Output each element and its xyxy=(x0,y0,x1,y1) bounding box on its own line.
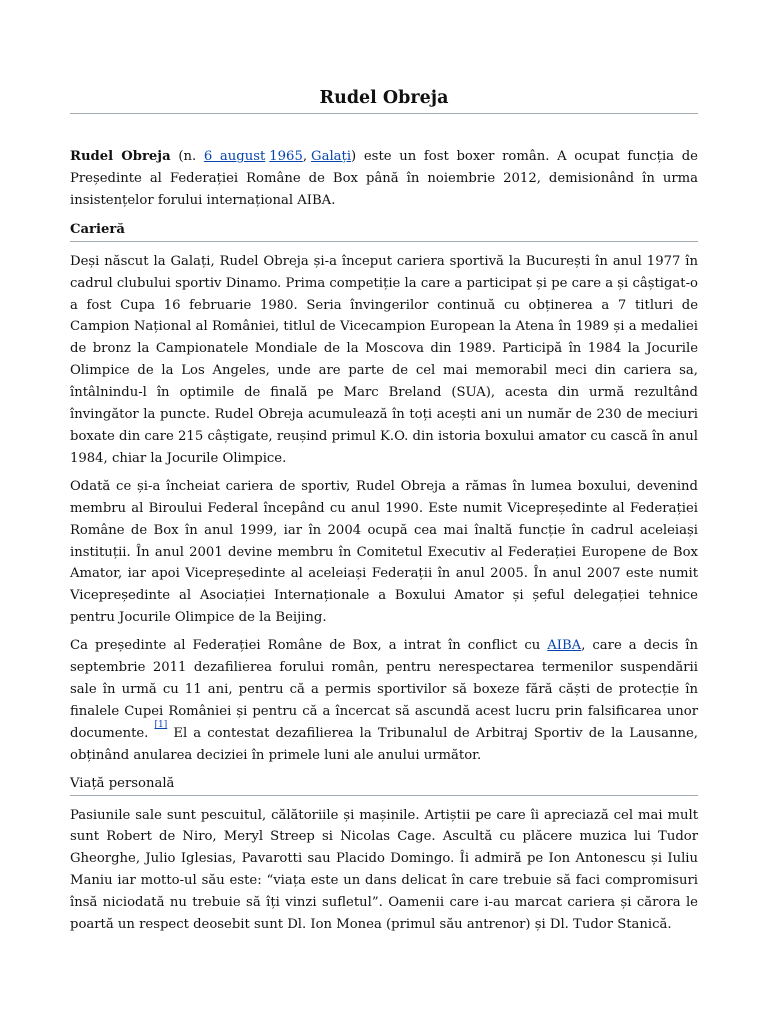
article xyxy=(70,86,698,936)
birth-day-link[interactable]: 6 august xyxy=(203,149,266,164)
intro-paragraph xyxy=(70,146,698,212)
aiba-link[interactable]: AIBA xyxy=(547,638,582,654)
reference-link-1[interactable]: [1] xyxy=(154,719,168,730)
career-p3-middle: , care a decis în septembrie 2011 dezafilierea forului român, pentru nerespectarea termenilor suspendării sale în urmă cu 11 ani, pentru că a permis sportivilor să boxeze fără căști de protecție în finalele Cupei României și pentru că a încercat să ascundă acest lucru prin falsificarea unor documente. xyxy=(70,638,698,741)
intro-rest: ) este un fost boxer român. A ocupat funcția de Președinte al Federației Române de Box până în noiembrie 2012, demisionând în urma insistențelor forului internațional AIBA. xyxy=(70,149,698,208)
comma: , xyxy=(302,149,308,164)
birth-place-link[interactable]: Galați xyxy=(311,149,352,164)
section-heading-career: Carieră xyxy=(70,220,698,242)
subject-name: Rudel Obreja xyxy=(70,149,171,164)
career-p3-after: El a contestat dezafilierea la Tribunalul de Arbitraj Sportiv de la Lausanne, obținând anularea deciziei în primele luni ale anului următor. xyxy=(70,725,698,763)
career-p3-before: Ca președinte al Federației Române de Box, a intrat în conflict cu xyxy=(70,638,541,654)
career-paragraph-2: Odată ce și-a încheiat cariera de sportiv, Rudel Obreja a rămas în lumea boxului, devenind membru al Biroului Federal începând cu anul 1990. Este numit Vicepreședinte al Federației Române de Box în anul 1999, iar în 2004 ocupă cea mai înaltă funcție în cadrul aceleiași instituții. În anul 2001 devine membru în Comitetul Executiv al Federației Europene de Box Amator, iar apoi Vicepreședinte al aceleiași Federații în anul 2005. În anul 2007 este numit Vicepreședinte al Asociației Internaționale a Boxului Amator și șeful delegației tehnice pentru Jocurile Olimpice de la Beijing. xyxy=(70,478,698,626)
personal-life-paragraph: Pasiunile sale sunt pescuitul, călătoriile și mașinile. Artiștii pe care îi apreciază cel mai mult sunt Robert de Niro, Meryl Streep si Nicolas Cage. Ascultă cu plăcere muzica lui Tudor Gheorghe, Julio Iglesias, Pavarotti sau Placido Domingo. Îi admiră pe Ion Antonescu și Iuliu Maniu iar motto-ul său este: “viața este un dans delicat în care trebuie să faci compromisuri însă niciodată nu trebuie să îți vinzi sufletul”. Oamenii care i-au marcat cariera și cărora le poartă un respect deosebit sunt Dl. Ion Monea (primul său antrenor) și Dl. Tudor Stanică. xyxy=(70,807,698,933)
birth-year-link[interactable]: 1965 xyxy=(269,149,303,164)
section-heading-personal-life: Viață personală xyxy=(70,774,698,796)
page-title: Rudel Obreja xyxy=(70,86,698,114)
career-paragraph-1: Deși născut la Galați, Rudel Obreja și-a început cariera sportivă la București în anul 1977 în cadrul clubului sportiv Dinamo. Prima competiție la care a participat și pe care a și câștigat-o a fost Cupa 16 februarie 1980. Seria învingerilor continuă cu obținerea a 7 titluri de Campion Național al României, titlul de Vicecampion European la Atena în 1989 și a medaliei de bronz la Campionatele Mondiale de la Moscova din 1989. Participă în 1984 la Jocurile Olimpice de la Los Angeles, unde are parte de cel mai memorabil meci din cariera sa, întâlnindu-l în optimile de finală pe Marc Breland (SUA), acesta din urmă rezultând învingător la puncte. Rudel Obreja acumulează în toți acești ani un număr de 230 de meciuri boxate din care 215 câștigate, reușind primul K.O. din istoria boxului amator cu cască în anul 1984, chiar la Jocurile Olimpice. xyxy=(70,253,698,466)
career-paragraph-3 xyxy=(70,635,698,766)
born-prefix: (n. xyxy=(170,149,204,164)
